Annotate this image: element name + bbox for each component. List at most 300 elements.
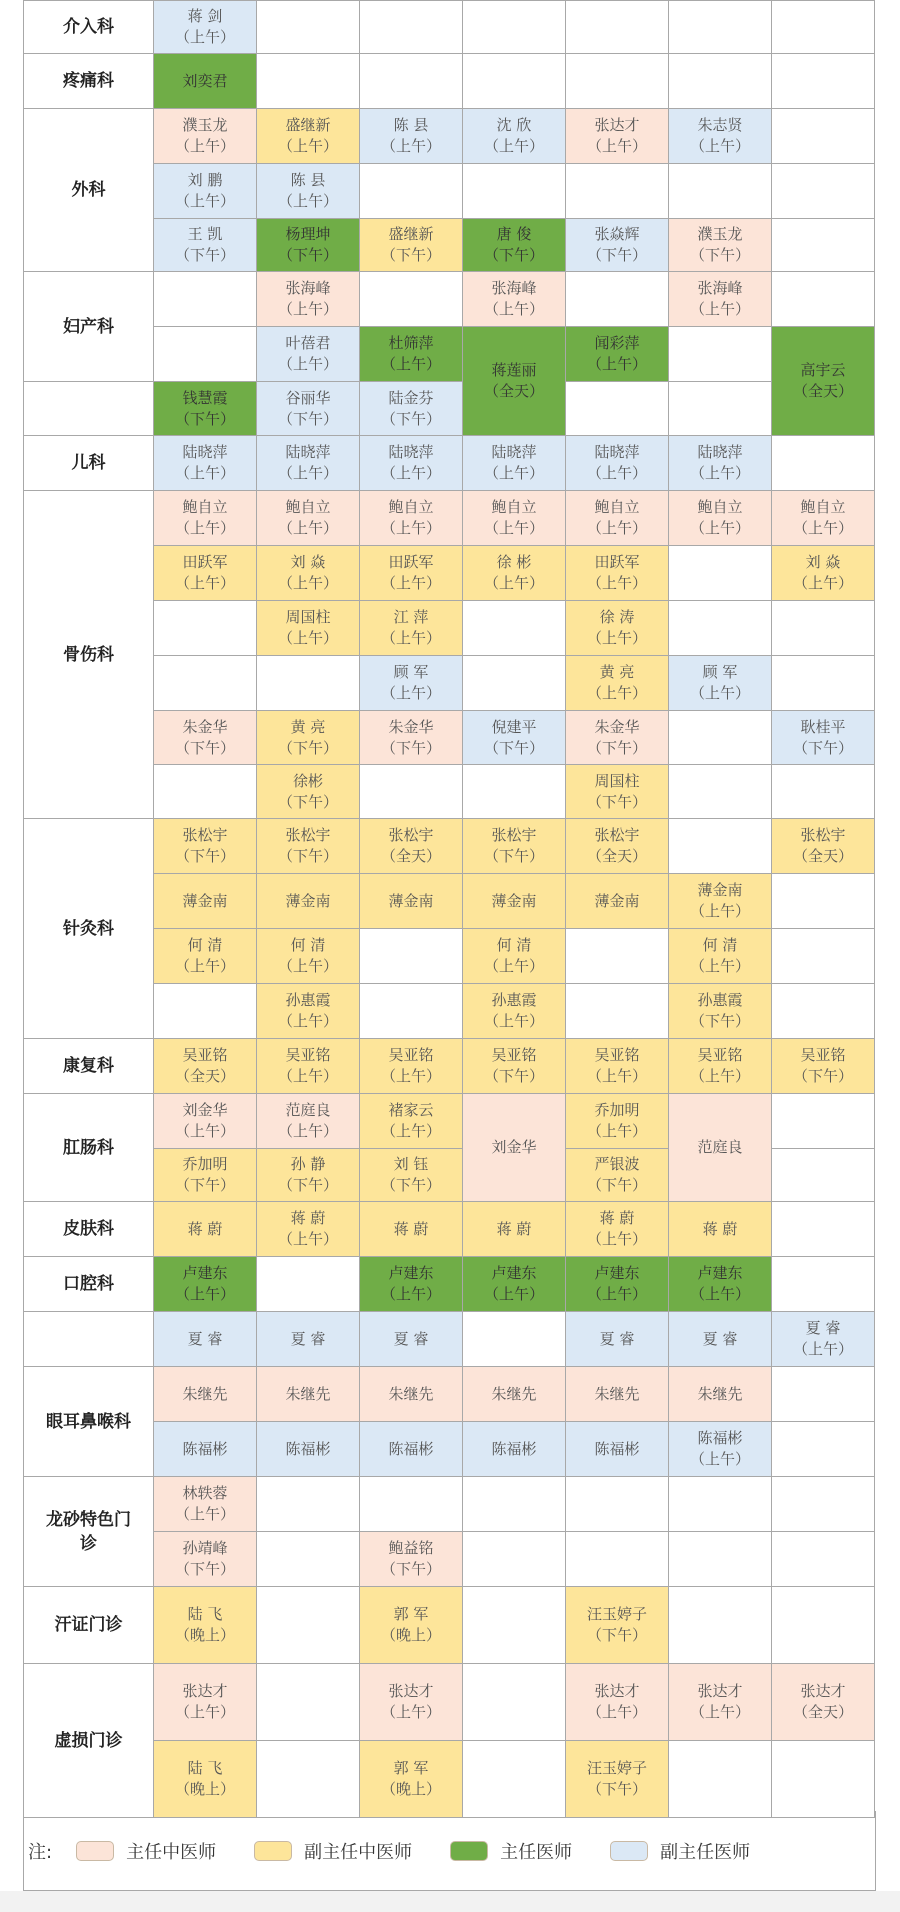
doctor-name: 陆 飞 [187,1605,223,1623]
schedule-row [24,1094,875,1149]
session-time: （上午） [483,464,544,482]
doctor-cell [154,1257,257,1312]
empty-cell [463,1,566,54]
empty-cell [772,874,875,929]
session-time: （下午） [586,738,647,757]
doctor-name: 陆晓萍 [388,443,434,461]
doctor-cell [566,1202,669,1257]
doctor-name: 郭 军 [393,1759,429,1777]
session-time: （上午） [483,300,544,318]
session-time: （上午） [277,574,338,592]
doctor-name: 蒋 蔚 [702,1219,738,1238]
session-time: （上午） [380,464,441,482]
session-time: （上午） [483,519,544,537]
doctor-name: 张达才 [594,116,640,134]
empty-cell [772,272,875,327]
session-time: （上午） [277,192,338,210]
doctor-name: 耿桂平 [800,717,846,736]
doctor-cell [154,491,257,546]
doctor-cell [257,382,360,436]
session-time: （晚上） [174,1780,235,1798]
doctor-cell [154,1587,257,1664]
session-time: （下午） [586,1176,647,1194]
doctor-cell [360,711,463,765]
dept-cell [24,1477,154,1587]
doctor-cell [463,1039,566,1094]
doctor-cell [772,1312,875,1367]
doctor-name: 陆晓萍 [285,443,331,461]
empty-cell [772,1149,875,1202]
schedule-row [24,272,875,327]
doctor-cell [154,54,257,109]
doctor-cell [360,219,463,272]
session-time: （上午） [174,137,235,155]
doctor-name: 闻彩萍 [594,334,640,352]
doctor-name: 朱继先 [182,1384,228,1403]
doctor-cell [566,1741,669,1818]
doctor-cell [463,546,566,601]
session-time: （上午） [380,684,441,702]
empty-cell [669,601,772,656]
doctor-name: 薄金南 [285,891,331,910]
session-time: （上午） [277,1122,338,1140]
dept-cell [24,1664,154,1818]
empty-cell [772,765,875,819]
doctor-name: 刘金华 [182,1101,228,1119]
doctor-name: 卢建东 [697,1264,743,1282]
doctor-name: 吴亚铭 [285,1046,331,1064]
dept-label: 龙砂特色门诊 [46,1509,131,1554]
doctor-name: 吴亚铭 [697,1046,743,1064]
doctor-name: 陈 县 [393,116,429,134]
dept-label: 骨伤科 [63,644,114,665]
empty-cell [463,1664,566,1741]
doctor-name: 张达才 [388,1682,434,1700]
session-time: （下午） [277,409,338,428]
doctor-cell [257,984,360,1039]
legend [23,1811,876,1891]
schedule-row [24,1367,875,1422]
doctor-cell [463,1422,566,1477]
empty-cell [669,1741,772,1818]
schedule-row [24,436,875,491]
doctor-name: 陈福彬 [285,1439,331,1458]
doctor-name: 何 清 [496,936,532,954]
empty-cell [772,1094,875,1149]
empty-cell [463,1312,566,1367]
legend-swatch [254,1841,292,1861]
doctor-name: 夏 睿 [187,1329,223,1348]
doctor-cell [154,1532,257,1587]
dept-cell [24,272,154,382]
empty-cell [772,1257,875,1312]
empty-cell [463,1587,566,1664]
session-time: （上午） [792,574,853,592]
dept-label: 儿科 [71,453,106,473]
dept-label: 虚损门诊 [54,1730,123,1751]
doctor-name: 刘 焱 [290,553,326,571]
dept-cell [24,491,154,819]
doctor-name: 陆晓萍 [594,443,640,461]
session-time: （上午） [689,137,750,155]
doctor-cell [566,436,669,491]
doctor-name: 褚家云 [388,1101,434,1119]
doctor-name: 卢建东 [491,1264,537,1282]
doctor-cell [257,109,360,164]
doctor-name: 陆金芬 [388,388,434,407]
doctor-name: 徐 彬 [496,553,532,571]
session-time: （上午） [380,1122,441,1140]
doctor-name: 陈福彬 [491,1439,537,1458]
doctor-name: 朱金华 [594,717,640,736]
session-time: （下午） [380,409,441,428]
doctor-cell [154,382,257,436]
doctor-name: 蒋 蔚 [187,1219,223,1238]
doctor-cell [566,601,669,656]
session-time: （下午） [586,1626,647,1644]
session-time: （上午） [586,1122,647,1140]
doctor-cell [257,272,360,327]
doctor-name: 范庭良 [697,1138,743,1156]
dept-label: 外科 [71,180,106,200]
session-time: （下午） [689,246,750,264]
empty-cell [566,1532,669,1587]
empty-cell [463,656,566,711]
doctor-cell [154,1202,257,1257]
doctor-cell [360,1039,463,1094]
doctor-name: 唐 俊 [496,225,532,243]
doctor-name: 刘奕君 [182,71,228,90]
session-time: （上午） [277,1012,338,1030]
doctor-name: 夏 睿 [702,1329,738,1348]
doctor-cell [257,765,360,819]
doctor-cell [669,1094,772,1202]
doctor-cell [772,711,875,765]
doctor-cell [463,491,566,546]
empty-cell [154,601,257,656]
doctor-name: 陆 飞 [187,1759,223,1777]
session-time: （下午） [380,1560,441,1578]
empty-cell [669,382,772,436]
empty-cell [463,54,566,109]
doctor-cell [154,436,257,491]
doctor-cell [566,327,669,382]
doctor-name: 夏 睿 [599,1329,635,1348]
doctor-name: 陈福彬 [182,1439,228,1458]
legend-swatch [610,1841,648,1861]
dept-label: 康复科 [63,1056,114,1076]
doctor-name: 范庭良 [285,1101,331,1119]
schedule-row [24,382,875,436]
dept-cell [24,109,154,272]
empty-cell [566,1477,669,1532]
schedule-row [24,109,875,164]
doctor-cell [566,1257,669,1312]
empty-cell [669,164,772,219]
doctor-cell [463,819,566,874]
empty-cell [257,1,360,54]
legend-item [254,1838,412,1864]
doctor-cell [257,164,360,219]
doctor-cell [154,1039,257,1094]
doctor-cell [669,1312,772,1367]
doctor-cell [257,436,360,491]
doctor-name: 张海峰 [491,279,537,297]
empty-cell [257,1741,360,1818]
doctor-cell [772,1039,875,1094]
empty-cell [566,54,669,109]
dept-cell [24,819,154,1039]
doctor-cell [772,546,875,601]
doctor-name: 陈 县 [290,171,326,189]
doctor-cell [360,1094,463,1149]
session-time: （全天） [792,1703,853,1721]
session-time: （上午） [586,1703,647,1721]
session-time: （下午） [586,792,647,811]
session-time: （上午） [174,574,235,592]
schedule-row [24,1664,875,1741]
empty-cell [463,765,566,819]
doctor-cell [154,1094,257,1149]
session-time: （下午） [586,1780,647,1798]
doctor-cell [669,219,772,272]
doctor-name: 吴亚铭 [594,1046,640,1064]
legend-label: 主任医师 [500,1841,573,1863]
doctor-name: 孙靖峰 [182,1539,228,1557]
doctor-cell [669,656,772,711]
dept-label: 肛肠科 [63,1137,114,1158]
empty-cell [772,1422,875,1477]
schedule-row [24,1,875,54]
empty-cell [360,929,463,984]
empty-cell [257,54,360,109]
doctor-cell [154,929,257,984]
doctor-cell [360,874,463,929]
session-time: （全天） [483,382,544,400]
session-time: （上午） [586,464,647,482]
empty-cell [772,219,875,272]
empty-cell [360,54,463,109]
empty-cell [772,54,875,109]
doctor-cell [257,1094,360,1149]
session-time: （上午） [277,519,338,537]
empty-cell [669,1587,772,1664]
dept-cell [24,1257,154,1312]
empty-cell [772,109,875,164]
session-time: （下午） [380,246,441,264]
doctor-cell [257,819,360,874]
empty-cell [772,656,875,711]
doctor-cell [154,1,257,54]
empty-cell [257,1477,360,1532]
doctor-cell [154,219,257,272]
empty-cell [566,164,669,219]
empty-cell [463,1532,566,1587]
doctor-cell [360,1257,463,1312]
empty-cell [669,1532,772,1587]
dept-cell [24,1,154,54]
empty-cell [669,765,772,819]
doctor-name: 蒋 剑 [187,7,223,25]
doctor-cell [669,1039,772,1094]
dept-label: 口腔科 [63,1274,114,1294]
doctor-name: 吴亚铭 [388,1046,434,1064]
empty-cell [772,601,875,656]
doctor-name: 林轶蓉 [182,1484,228,1502]
doctor-name: 顾 军 [393,663,429,681]
doctor-cell [566,874,669,929]
schedule-row [24,819,875,874]
empty-cell [669,54,772,109]
empty-cell [154,327,257,382]
doctor-cell [566,819,669,874]
doctor-cell [463,436,566,491]
doctor-cell [154,1664,257,1741]
doctor-cell [463,1367,566,1422]
empty-cell [257,656,360,711]
doctor-name: 王 凯 [187,225,223,243]
session-time: （下午） [174,847,235,865]
session-time: （上午） [174,28,235,46]
session-time: （上午） [586,355,647,373]
schedule-row [24,1587,875,1664]
doctor-name: 刘 鹏 [187,171,223,189]
schedule-row [24,1477,875,1532]
session-time: （上午） [689,300,750,318]
legend-label: 副主任医师 [660,1841,751,1863]
doctor-cell [360,327,463,382]
doctor-name: 江 萍 [393,608,429,626]
doctor-name: 吴亚铭 [182,1046,228,1064]
empty-cell [154,984,257,1039]
doctor-cell [360,1532,463,1587]
legend-label: 主任中医师 [126,1841,217,1863]
legend-note: 注: [28,1841,53,1863]
empty-cell [772,1367,875,1422]
doctor-name: 张松宇 [491,826,537,844]
doctor-name: 陈福彬 [594,1439,640,1458]
doctor-name: 徐彬 [292,771,323,790]
doctor-name: 鲍自立 [182,498,228,516]
doctor-name: 孙惠霞 [697,991,743,1009]
doctor-cell [360,109,463,164]
doctor-cell [463,929,566,984]
doctor-name: 严银波 [594,1155,640,1173]
session-time: （上午） [174,519,235,537]
doctor-cell [257,546,360,601]
session-time: （全天） [586,847,647,865]
doctor-name: 陈福彬 [697,1429,743,1447]
session-time: （上午） [380,1285,441,1303]
session-time: （上午） [380,1703,441,1721]
doctor-cell [463,1202,566,1257]
empty-cell [257,1664,360,1741]
doctor-cell [360,1422,463,1477]
doctor-cell [257,219,360,272]
doctor-name: 卢建东 [594,1264,640,1282]
doctor-name: 张松宇 [182,826,228,844]
doctor-name: 蒋 蔚 [599,1209,635,1227]
doctor-name: 高宇云 [800,361,846,379]
doctor-name: 鲍自立 [285,498,331,516]
session-time: （上午） [277,300,338,318]
doctor-cell [772,327,875,436]
schedule-row [24,1257,875,1312]
doctor-name: 张海峰 [697,279,743,297]
doctor-cell [669,272,772,327]
session-time: （上午） [483,1285,544,1303]
empty-cell [772,164,875,219]
bottom-bar [0,1891,900,1912]
session-time: （下午） [174,1560,235,1578]
doctor-cell [360,1367,463,1422]
session-time: （上午） [380,519,441,537]
doctor-name: 陆晓萍 [697,443,743,461]
doctor-cell [154,1312,257,1367]
doctor-name: 田跃军 [594,553,640,571]
session-time: （上午） [174,464,235,482]
doctor-name: 蒋 蔚 [496,1219,532,1238]
doctor-cell [669,929,772,984]
dept-label: 汗证门诊 [54,1615,123,1635]
doctor-cell [360,546,463,601]
empty-cell [463,601,566,656]
doctor-name: 孙 静 [290,1155,326,1173]
doctor-name: 濮玉龙 [697,225,743,243]
empty-cell [257,1257,360,1312]
doctor-name: 夏 睿 [290,1329,326,1348]
doctor-name: 朱继先 [491,1384,537,1403]
doctor-name: 盛继新 [285,116,331,134]
session-time: （晚上） [174,1626,235,1644]
doctor-name: 盛继新 [388,225,434,243]
session-time: （上午） [586,1067,647,1085]
dept-cell [24,1202,154,1257]
doctor-cell [669,1367,772,1422]
doctor-cell [669,1202,772,1257]
doctor-cell [566,711,669,765]
doctor-cell [463,219,566,272]
session-time: （全天） [380,847,441,865]
doctor-cell [360,819,463,874]
doctor-cell [566,1149,669,1202]
doctor-cell [257,874,360,929]
session-time: （上午） [689,902,750,920]
empty-cell [669,819,772,874]
doctor-cell [154,546,257,601]
doctor-name: 田跃军 [182,553,228,571]
doctor-cell [566,1664,669,1741]
doctor-cell [772,819,875,874]
doctor-cell [669,436,772,491]
session-time: （上午） [174,192,235,210]
doctor-cell [257,929,360,984]
doctor-cell [154,819,257,874]
session-time: （上午） [277,355,338,373]
doctor-cell [154,1149,257,1202]
session-time: （上午） [792,1340,853,1358]
doctor-cell [669,874,772,929]
schedule-row [24,1312,875,1367]
session-time: （上午） [689,684,750,702]
doctor-cell [154,711,257,765]
session-time: （上午） [174,1122,235,1140]
doctor-name: 卢建东 [388,1264,434,1282]
doctor-cell [669,109,772,164]
session-time: （下午） [277,1176,338,1194]
doctor-cell [360,491,463,546]
dept-cell [24,436,154,491]
